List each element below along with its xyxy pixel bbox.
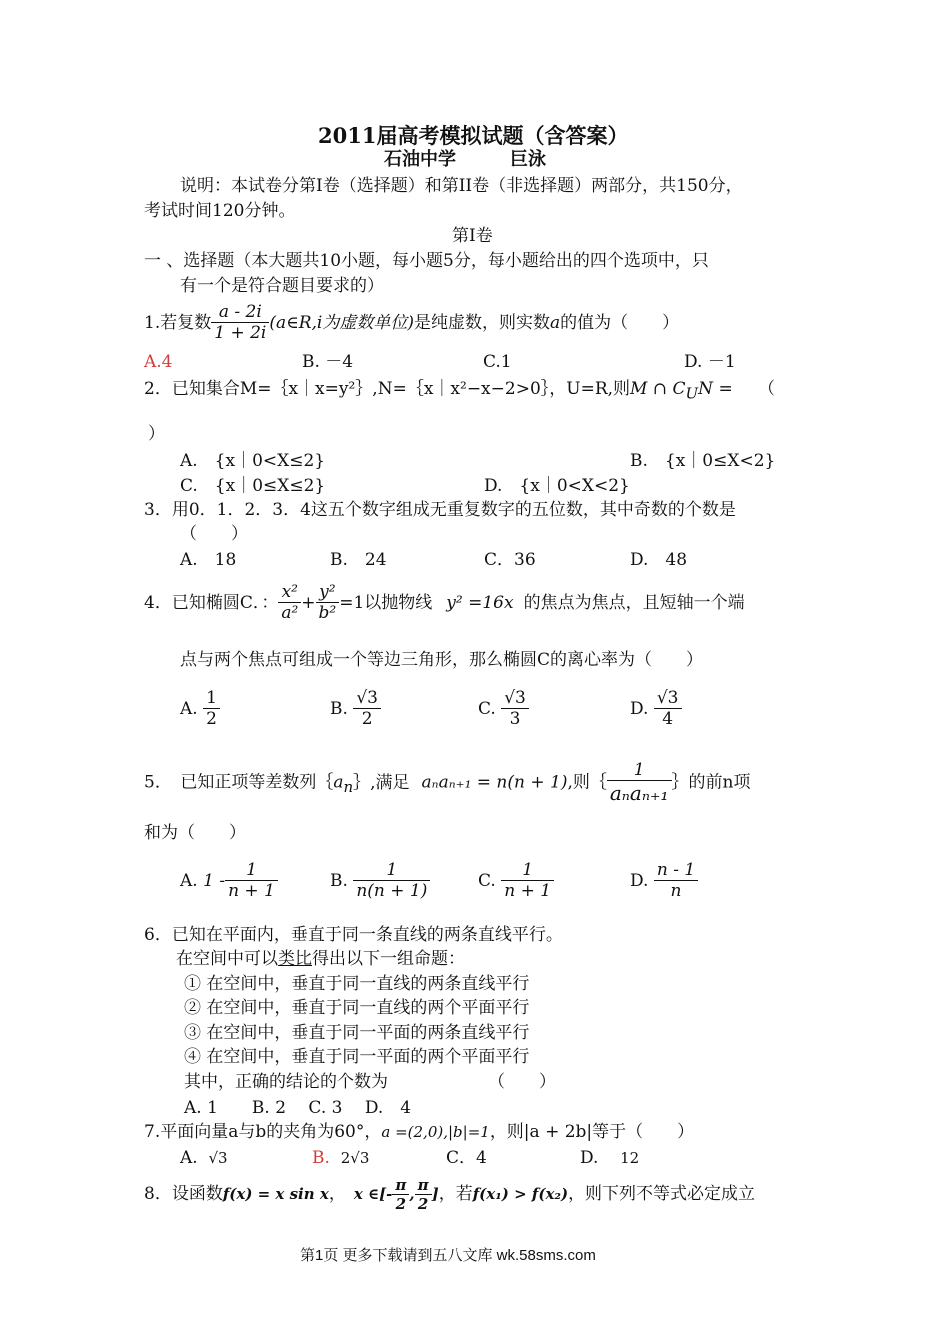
question-1 [144,302,679,345]
question-8 [144,1176,755,1214]
question-7 [144,1123,694,1143]
q2-text: 2．已知集合M=｛x｜x=y²｝,N=｛x｜x²−x−2>0｝，U=R,则 [144,379,631,399]
q7-text: 7.平面向量a与b的夹角为60°， [144,1122,382,1142]
intro-line-2: 考试时间120分钟。 [144,201,296,221]
question-3: 3．用0．1．2．3．4这五个数字组成无重复数字的五位数，其中奇数的个数是 [144,500,736,520]
q5-option-d: D. $\frac{n - 1}{n}$ [630,860,698,903]
q1-condition: (a∈R,i为虚数单位) [269,312,414,333]
q6-conclusion: 其中，正确的结论的个数为 [184,1072,388,1092]
q4-line-2: 点与两个焦点可组成一个等边三角形，那么椭圆C的离心率为（ ） [180,650,704,670]
section-title-line-2: 有一个是符合题目要求的） [180,276,384,296]
q2-option-a: A. {x｜0<X≤2} [180,451,326,471]
q1-suffix: 是纯虚数，则实数 [413,312,550,333]
q4-plus: + [301,592,316,613]
question-5 [144,760,750,806]
q8-prefix: 8．设函数 [144,1183,223,1204]
q5-seq-sub: n [343,778,354,797]
q1-variable: a [549,312,561,333]
q8-suffix: ，则下列不等式必定成立 [568,1183,756,1204]
q2-option-b: B. {x｜0≤X<2} [630,451,776,471]
q6-options: A. 1 B. 2 C. 3 D. 4 [184,1098,412,1118]
q6-item-1: ① 在空间中，垂直于同一直线的两条直线平行 [184,974,530,994]
q5-mid2: ,则｛ [567,772,607,793]
q4-prefix: 4．已知椭圆C．： [144,592,279,613]
q2-sub: U [685,384,699,403]
q4-eq: =1 [339,592,365,613]
q1-fraction: $\frac{a - 2i}{1 + 2i}$ [211,302,269,345]
q5-suffix: ｝的前n项 [671,772,751,793]
q7-option-b: B. 2√3 [312,1148,370,1168]
q8-mid: ，若 [438,1183,473,1204]
q6-item-2: ② 在空间中，垂直于同一直线的两个平面平行 [184,998,530,1018]
q8-ineq: f(x₁) > f(x₂) [472,1184,569,1203]
q4-option-a: A. $\frac{1}{2}$ [180,688,220,731]
q5-line-2: 和为（ ） [144,823,246,843]
q1-option-d: D. －1 [684,352,736,372]
author-name: 巨泳 [510,149,546,170]
q2-expr: M ∩ C [630,379,686,399]
q4-term-1: $\frac{\text{x²}}{\text{a²}}$ [278,582,301,625]
q4-option-c: C. $\frac{√3}{3}$ [478,688,529,731]
q5-seq: a [333,772,344,793]
q6-item-4: ④ 在空间中，垂直于同一平面的两个平面平行 [184,1047,530,1067]
question-2 [144,380,733,403]
q5-fraction: $\frac{1}{\text{aₙaₙ₊₁}}$ [607,760,672,806]
q5-prefix: 5． 已知正项等差数列｛ [144,772,334,793]
q7-option-c: C．4 [446,1148,487,1168]
q1-end: 的值为（ ） [560,312,680,333]
question-4 [144,582,745,625]
q4-term-2: $\frac{\text{y²}}{\text{b²}}$ [316,582,340,625]
page-title: 2011届高考模拟试题（含答案） [318,123,629,148]
page-footer: 第1页 更多下载请到五八文库 wk.58sms.com [300,1247,596,1264]
q7-suffix: ，则|a + 2b|等于（ ） [489,1122,695,1142]
q7-option-d: D. 12 [580,1148,640,1168]
q4-mid: 以抛物线 [364,592,433,613]
q4-option-b: B. $\frac{√3}{2}$ [330,688,381,731]
q5-cond: aₙaₙ₊₁ = n(n + 1) [421,772,568,793]
q7-option-a: A. √3 [180,1148,228,1168]
q3-paren: （ ） [180,524,248,544]
q1-option-c: C.1 [483,352,512,372]
q6-item-3: ③ 在空间中，垂直于同一平面的两条直线平行 [184,1023,530,1043]
q8-func: f(x) = x sin x [222,1184,329,1203]
q4-option-d: D. $\frac{√3}{4}$ [630,688,682,731]
q1-option-a: A.4 [144,352,173,372]
q5-option-b: B. $\frac{1}{n(n + 1)}$ [330,860,430,903]
q1-option-b: B. －4 [302,352,354,372]
q2-option-c: C. {x｜0≤X≤2} [180,476,326,496]
q2-paren-close: ） [148,424,165,444]
q2-option-d: D. {x｜0<X<2} [484,476,630,496]
q6-line-2: 在空间中可以类比得出以下一组命题： [176,949,465,969]
q8-domain: x ∈[- $\frac{\pi}{2}$ , $\frac{\pi}{2}$ ] [353,1176,439,1213]
q7-cond: a =(2,0),|b|=1 [381,1123,490,1141]
q8-sep: ， [328,1183,346,1204]
question-6: 6．已知在平面内，垂直于同一条直线的两条直线平行。 [144,925,563,945]
section-title-line-1: 一 、选择题（本大题共10小题，每小题5分，每小题给出的四个选项中，只 [144,251,709,271]
q4-parabola: y² =16x [446,592,514,613]
q3-option-c: C．36 [484,550,536,570]
q4-suffix: 的焦点为焦点，且短轴一个端 [523,592,745,613]
q2-expr2: N = [698,379,733,399]
school-name: 石油中学 [384,149,456,170]
q6-paren: （ ） [488,1072,556,1092]
q1-prefix: 1.若复数 [144,312,212,333]
q5-option-c: C. $\frac{1}{n + 1}$ [478,860,554,903]
q3-option-d: D. 48 [630,550,688,570]
part-title: 第I卷 [452,226,493,246]
q5-mid: ｝,满足 [353,772,410,793]
q3-option-a: A. 18 [180,550,237,570]
intro-line-1: 说明：本试卷分第I卷（选择题）和第II卷（非选择题）两部分，共150分， [180,176,743,196]
q3-option-b: B. 24 [330,550,387,570]
q5-option-a: A. 1 - $\frac{1}{n + 1}$ [180,860,278,903]
q2-paren-open: （ [758,379,775,399]
